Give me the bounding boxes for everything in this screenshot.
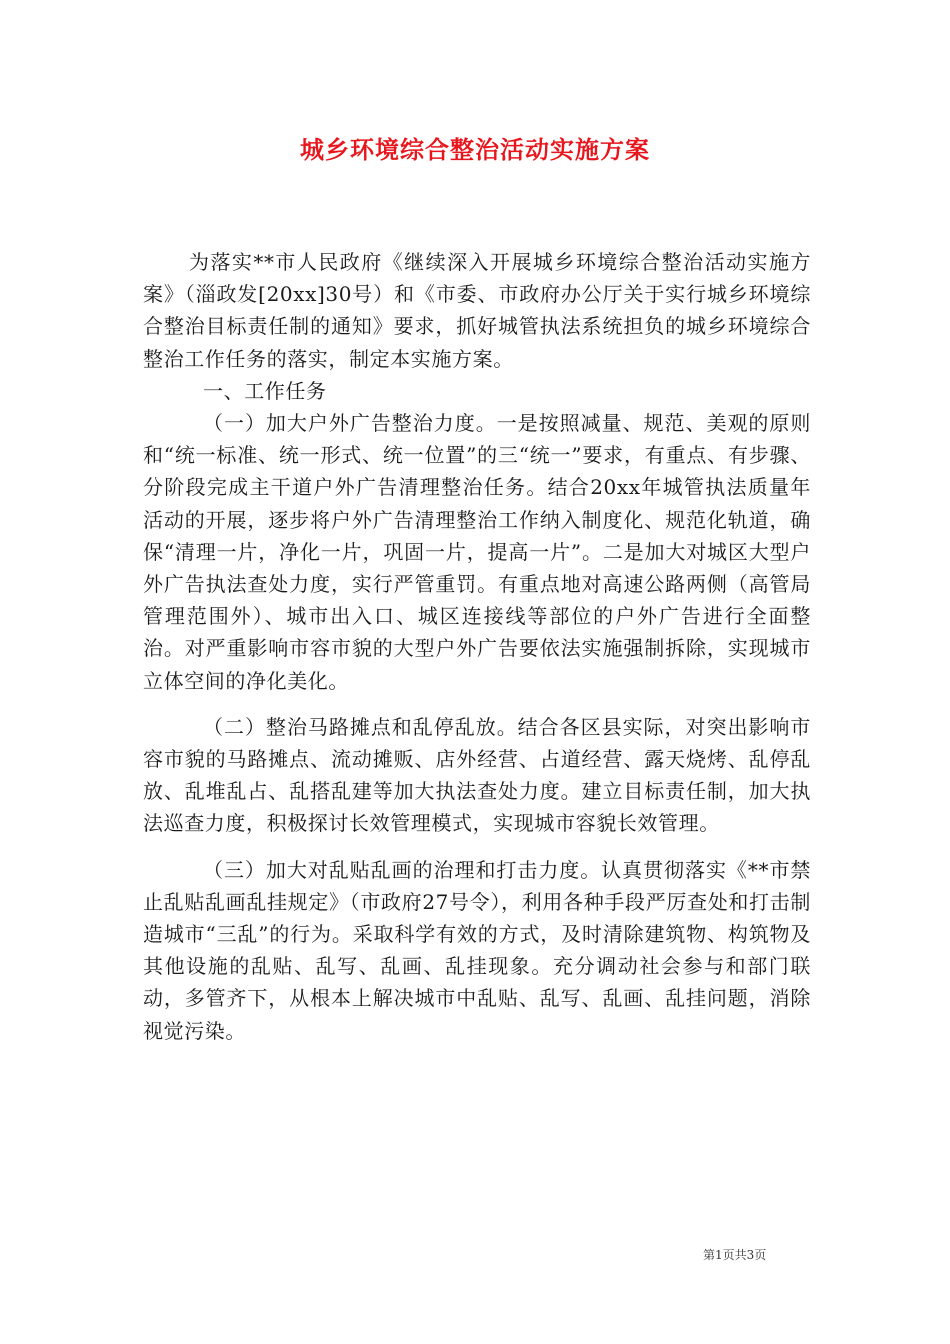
intro-paragraph: 为落实**市人民政府《继续深入开展城乡环境综合整治活动实施方案》（淄政发[20xx]30号）和《市委、市政府办公厅关于实行城乡环境综合整治目标责任制的通知》要求，抓好城管执法系统担负的城乡环境综合整治工作任务的落实，制定本实施方案。 <box>143 250 811 371</box>
document-title: 城乡环境综合整治活动实施方案 <box>300 135 650 164</box>
task-paragraph-3: （三）加大对乱贴乱画的治理和打击力度。认真贯彻落实《**市禁止乱贴乱画乱挂规定》（市政府27号令），利用各种手段严厉查处和打击制造城市“三乱”的行为。采取科学有效的方式，及时清除建筑物、构筑物及其他设施的乱贴、乱写、乱画、乱挂现象。充分调动社会参与和部门联动，多管齐下，从根本上解决城市中乱贴、乱写、乱画、乱挂问题，消除视觉污染。 <box>143 857 811 1043</box>
task-paragraph-1: （一）加大户外广告整治力度。一是按照减量、规范、美观的原则和“统一标准、统一形式、统一位置”的三“统一”要求，有重点、有步骤、分阶段完成主干道户外广告清理整治任务。结合20xx年城管执法质量年活动的开展，逐步将户外广告清理整治工作纳入制度化、规范化轨道，确保“清理一片，净化一片，巩固一片，提高一片”。二是加大对城区大型户外广告执法查处力度，实行严管重罚。有重点地对高速公路两侧（高管局管理范围外）、城市出入口、城区连接线等部位的户外广告进行全面整治。对严重影响市容市貌的大型户外广告要依法实施强制拆除，实现城市立体空间的净化美化。 <box>143 411 811 693</box>
page-number: 第1页共3页 <box>703 1248 767 1262</box>
section-heading: 一、工作任务 <box>203 378 327 403</box>
document-body <box>143 246 811 1047</box>
task-paragraph-2: （二）整治马路摊点和乱停乱放。结合各区县实际，对突出影响市容市貌的马路摊点、流动摊贩、店外经营、占道经营、露天烧烤、乱停乱放、乱堆乱占、乱搭乱建等加大执法查处力度。建立目标责任制，加大执法巡查力度，积极探讨长效管理模式，实现城市容貌长效管理。 <box>143 714 811 836</box>
